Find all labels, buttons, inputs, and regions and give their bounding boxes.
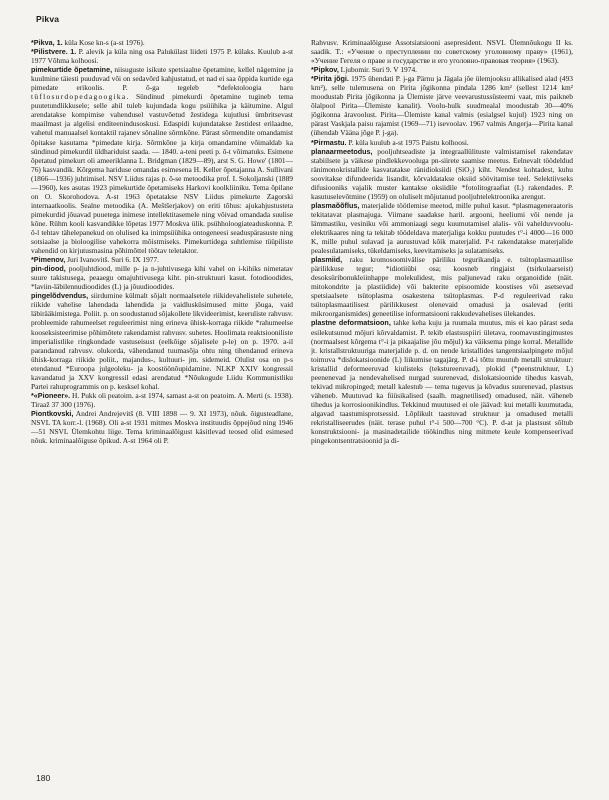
entry-headword: *Pilistvere. 1.	[31, 47, 77, 57]
entry-text: Juri Ivanovitš. Suri 6. IX 1977.	[65, 255, 160, 265]
entry-text: Rahvusv. Kriminaalõiguse Assotsiatsiooni asepresident. NSVL Ülemnõukogu II ks. saadik. T.: «Учение о преступлении по советскому уголовному праву» (1961), «Учение Гегеля о праве и государстве и его уголовно-правовая теория» (1963).	[311, 38, 573, 66]
entry-pirmastu	[311, 138, 573, 147]
entry-spaced-term: tüflosurdopedagoogika	[31, 92, 127, 102]
entry-plastne-deformatsioon	[311, 318, 573, 445]
page-number: 180	[36, 773, 51, 783]
entry-text: tahke keha kuju ja ruumala muutus, mis ei kao pärast seda esilekutsunud mõjuri kõrvaldamist. P. tekib elastsuspiiri ületava, roomavustingimustes (normaalsest kõrgema t°-i ja pikaajalise jõu mõjul) ka väiksema pinge korral. Metallide jt. kristallstruktuuriga materjalide p. d. on nende kristallides tangentsiaalpingete mõjul toimuva *dislokatsioonide (L) liikumise tagajärg. P. d-i tõttu muutub metalli struktuur: kristallid deformeeruvad kiulisteks (tekstureeruvad), plokid (*peenstruktuur, L) peenenevad ja nendevahelised nurgad suurenevad, dislokatsioonide tihedus kasvab, tekivad mikropinged; metall kalestub — tema tugevus ja kõvadus suurenevad, plastsus väheneb. Muutuvad ka füüsikalised (saalh. magnetilised) omadused, näit. väheneb tihedus ja korrosioonikindlus. Tekkinud muutused ei ole jäävad: kui metalli kuumutada, algavad taastumisprotsessid. Lõplikult taastuvad struktuur ja omadused metalli rekristalliseerudes (näit. terase puhul t°-i 500—700 °C). P. d-at ja plastsust sõltub konstruktsiooni- ja masinadetailide töökindlus ning mitmete keule kompenseerivad pingekontsentratsioonid ja di-	[311, 318, 573, 446]
running-head: Pikva	[36, 14, 60, 24]
entry-headword: planaarmeetodus,	[311, 146, 373, 156]
entry-plasmaoofllus	[311, 201, 573, 255]
entry-text: . Sündinud pimekurdi õpetamine tugineb tema puutetundlikkusele; selle abil tuleb kujundada kogu psüühika ja käitumine. Algul arendatakse kompimise vahendusel vastuvõetud žestidega kujutlusi ümbritsevast maailmast ja algelisi enditeenindusoskusi. Edaspidi kujundatakse žestidest erilaadne, vahetul manuaalsel kontaktil rajanev sõnaline sõrmkõne. Pärast sõrmendite omandamist õpitakse kasutama *pimedate kirja. Sõrmkõne ja kirja omandamine võimaldab ka sündinud pimekurdil üldhariduist saada. — 1840. a-teni peeti p. õ-t võimatuks. Esimene õpetatud pimekurt oli ameeriklanna L. Bridgman (1829—89), arst S. G. Howe' (1801—76) kasvandik. Kõrgema hariduse omandas esimesena H. Keller õpetajanna A. Sullivani (1866—1936) juhtimisel. NSV Liidus rajas p. õ-se metoodika prof. I. Sokoljanski (1889—1960), kes asutas 1923 pimekurtide õpetamiseks Harkovi koolkliiniku. Tema õpilane on O. Skorohodova. A-st 1963 õpetatakse NSV Liidus pimekurte Zagorski internaatkoolis. Sealne metoodika (A. Meštšerjakov) on eriti tõhus: ajukahjustusteta pimekurdid jõuavad puuetega inimese intellektitasemele ning võivad omandada suulise kõne. Rühm kooli kasvandikke lõpetas 1977 Moskva ülik. psühholoogiateaduskonna. P. õ-l tehtav tähelepanekud on olulised ka inimpsüühika ontogeneesi seaduspärasuste ning sotsiaalse ja bioloogilise vahekorra mõistmiseks. Pimekurtidega suhtlemise tüüpiliste vahendid on kirjutusmasina põhimõttel töötav teletaktor.	[31, 92, 293, 256]
entry-text: H. Pukk oli peatoim. a-st 1974, samast a-st on peatoim. A. Merti (s. 1938). Tiraaž 37 300 (1976).	[31, 390, 293, 409]
entry-pingelodvendus	[31, 291, 293, 391]
entry-plasmiid	[311, 255, 573, 318]
entry-headword: pin-diood,	[31, 264, 66, 274]
entry-headword: Piontkovski,	[31, 408, 74, 418]
entry-text: raku kromosoomivälise päriliku tegurikandja e. tsütoplasmaatilise pärilikkuse tegur; *idiotiiübi osa; koosneb ringjaist (tsirkulaarseist) desoksüribonukleiinhappe molekulidest, mis paljunevad raku organoidide (näit. mitokondrite ja plastiidide) või bakterite episoomide koostises või asetsevad spetsiaalsete tsütoplasma osakestena tsütoplasmas. P-d reguleerivad raku tsütoplasmaatilisest pärilikkusest olenevaid omadusi ja osalevad (eriti mikroorganismides) geneetilise informatsiooni rakkudevahelises ülekandes.	[311, 255, 573, 319]
entry-headword: *Pirmastu.	[311, 137, 347, 147]
entry-pin-diood	[31, 264, 293, 291]
entry-headword: plastne deformatsioon,	[311, 318, 391, 328]
entry-text: küla Kose kn-s (a-st 1976).	[62, 38, 145, 47]
right-column	[311, 38, 573, 766]
entry-headword: *«Pioneer».	[31, 390, 71, 400]
entry-text: 1975 ühendati P. j-ga Pärnu ja Jägala jõe ülemjooksu allikalised alad (493 km²), selle tulemusena on Pirita jõgikonna pindala 1286 km² (sellest 1214 km² moodustab Pirita jõgikonna ja Ülemiste järve veevarustussüsteemi vaat, mis paikneb õlalpool Pirita—Ülemiste kanalit). Voolu-hulk suudmealal moodustab 30—40% jõgikonna äravoolust. Pirita—Ülemiste kanal valmis (esialgsel kujul) 1923 ning on pärast Vaskjala paisu rajamist (1969—71) isevoolav. 1967 valmis Angerja—Pirita kanal (ühendab Vääna jõge P. j-ga).	[311, 74, 573, 138]
entry-piontkovski-continued	[311, 38, 573, 65]
entry-pimekurtide-opetamine	[31, 65, 293, 255]
entry-text: pooljuhtdiood, mille p- ja n-juhtivusega kihi vahel on i-kihiks nimetatav suure takistusega, peaaegu omajuhtivusega kiht. pin-struktuuri kasut. fotodioodides, *laviin-läbilennudioodides (L) ja jõuudioodides.	[31, 264, 293, 292]
entry-headword: *Pirita jõgi.	[311, 74, 349, 84]
entry-pioneer	[31, 391, 293, 409]
entry-text: Ljubomir. Suri 9. V 1974.	[338, 65, 417, 75]
entry-pirita-jogi	[311, 74, 573, 137]
entry-headword: plasmaõõflus,	[311, 200, 360, 210]
entry-text: pooljuhtseadiste ja integraallülituste valmistamisel rakendatav stabiilsete ja väikese pindlekkevooluga pn-siirete saamise meetus. Eelnevalt töödeldud ränimonokristallide kasvatatakse ränidioksiidi (SiO₂) kiht. Nendest kohtadest, kuhu soovitakse difundeerida lisandit, kõrvaldatakse oksiid söövitamise teel. Selektiivseks difusiooniks vajalik muster kantakse oksiidile *fotolitograafiat (L) rakendades. P. kasutuselevõtmine (1959) on oluliselt mõjutanud pooljuhtelektroonika arengut.	[311, 146, 573, 201]
entry-text: siirdumine külmalt sõjalt normaalsetele riikidevahelistele suhetele, riikide vahelise lahendada lahendida ja vaidlusküsimused mitte jõuga, vaid läbirääkimistega. Poliit. p. on soodustanud sõjakollete likvideerimist, keeruliste rahvusv. probleemide rahumeelset reguleerimist ning erineva ühisk-korraga riikide *rahumeelse kooseksisteerimise põhimõtete rakendamist rahvusv. suhetes. Hoolimata reaktsiooniliste imperialistlike ringkondade vastuseisust (eelkõige sõjalisele p-le) on p. 1970. a-il parandanud rahvusv. olukorda, vähendanud tuumasõja ohtu ning tihendanud erineva ühisk-korraga riikide poliit., majandus-, kultuuri- jm. sidemeid. Olulist osa on p-s etendanud *Euroopa julgeoleku- ja koostöönõupidamine. NLKP XXIV kongressil kavandatud ja XXV kongressil edasi arendatud *Nõukogude Liidu Kommunistliku Partei rahuprogrammis on p. kesksel kohal.	[31, 291, 293, 391]
left-column	[31, 38, 293, 766]
entry-headword: *Pimenov,	[31, 255, 66, 265]
entry-text: niisuguste isikute spetsiaalne õpetamine, kellel nägemine ja kuulmine täiesti puuduvad või on sedavõrd kahjustatud, et nad ei saa õppida kurtide ega pimedate erikoolis. P. õ-ga tegeleb *defektoloogia haru	[31, 65, 293, 93]
entry-text: P. alevik ja küla ning osa Palukülast liideti 1975 P. külaks. Kuulub a-st 1977 Võhma kolhoosi.	[31, 47, 293, 66]
entry-headword: pimekurtide õpetamine,	[31, 65, 113, 75]
entry-headword: pingelõdvendus,	[31, 291, 89, 301]
entry-pikva	[31, 38, 293, 47]
entry-headword: *Pikva, 1.	[31, 38, 63, 47]
entry-headword: plasmiid,	[311, 255, 343, 265]
entry-headword: *Pipkov,	[311, 65, 339, 75]
entry-pilistvere	[31, 47, 293, 65]
entry-text: Andrei Andrejevitš (8. VIII 1898 — 9. XI 1973), nõuk. õigusteadlane, NSVL TA korr.-l. (1968). Oli a-st 1931 mitmes Moskva instituudis õppejõud ning 1946—51 NSVL Ülemkohtu liige. Tema kriminaalõigust käsitlevad teosed olid esimesed nõuk. kriminaalõiguse õpikud. A-st 1964 oli P.	[31, 408, 293, 446]
entry-pimenov	[31, 255, 293, 264]
entry-piontkovski	[31, 409, 293, 445]
entry-pipkov	[311, 65, 573, 74]
entry-planaarmeetodus	[311, 147, 573, 201]
entry-text: P. küla kuulub a-st 1975 Paistu kolhoosi.	[346, 137, 469, 147]
entry-text: materjalide töötlemise meetod, mille puhul kasut. *plasmageneraatoris tekitatavat plasmajuga. Viimane saadakse haril. argooni, heeliumi või nende ja lämmastiku, vesiniku või ammoniaagi segu kuumutamisel alalis- või vahelduvvoolu-elektrikaares ning ta tekitab töödeldava materjaliga kokku puutudes t°-i 4000—16 000 K, mille puhul sulavad ja aurustuvad kõik materjalid. P-t rakendatakse materjalide pealesulatamiseks, tükeldamiseks, keevitamiseks ja sulatamiseks.	[311, 200, 573, 256]
